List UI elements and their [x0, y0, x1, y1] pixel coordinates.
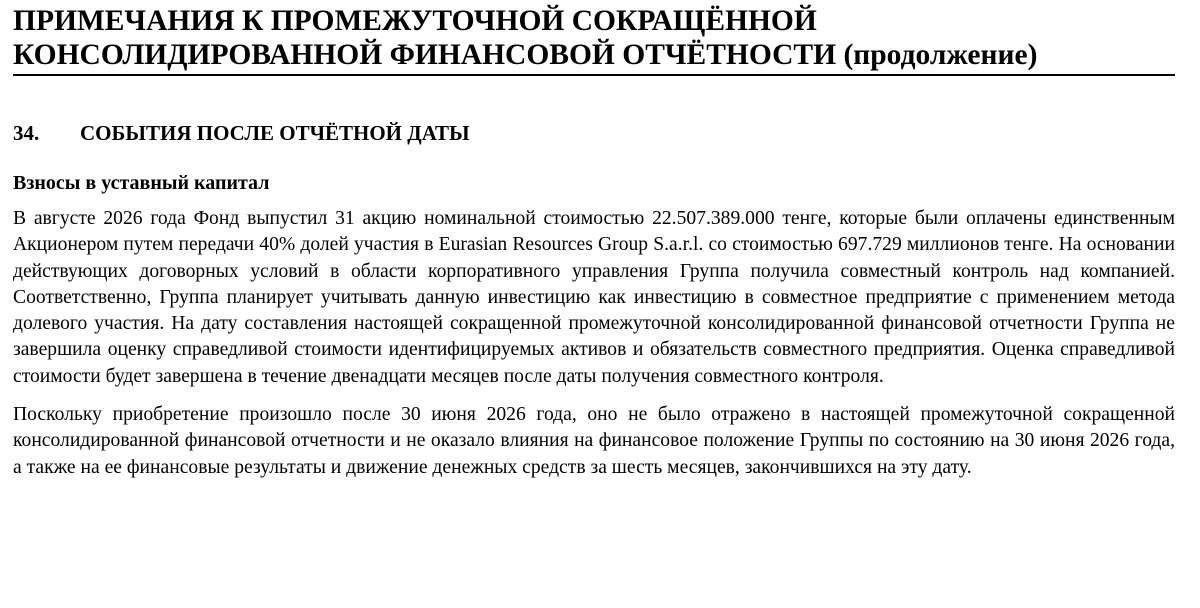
- section-title: СОБЫТИЯ ПОСЛЕ ОТЧЁТНОЙ ДАТЫ: [80, 121, 470, 145]
- header-continuation: (продолжение): [843, 39, 1038, 71]
- paragraph: В августе 2026 года Фонд выпустил 31 акцию номинальной стоимостью 22.507.389.000 тенге, которые были оплачены единственным Акционером путем передачи 40% долей участия в Eurasian Resources Group S.a.r.l. со стоимостью 697.729 миллионов тенге. На основании действующих договорных условий в области корпоративного управления Группа получила совместный контроль над компанией. Соответственно, Группа планирует учитывать данную инвестицию как инвестицию в совместное предприятие с применением метода долевого участия. На дату составления настоящей сокращенной промежуточной консолидированной финансовой отчетности Группа не завершила оценку справедливой стоимости идентифицируемых активов и обязательств совместного предприятия. Оценка справедливой стоимости будет завершена в течение двенадцати месяцев после даты получения совместного контроля.: [13, 208, 1175, 387]
- section-number: 34.: [13, 121, 40, 145]
- subsection-title: Взносы в уставный капитал: [13, 172, 270, 194]
- page-header: [13, 0, 1175, 76]
- document-page: [13, 0, 1175, 481]
- section-heading: [13, 120, 1175, 146]
- header-title: ПРИМЕЧАНИЯ К ПРОМЕЖУТОЧНОЙ СОКРАЩЁННОЙ КОНСОЛИДИРОВАННОЙ ФИНАНСОВОЙ ОТЧЁТНОСТИ: [13, 5, 837, 71]
- paragraph: Поскольку приобретение произошло после 30 июня 2026 года, оно не было отражено в настоящей промежуточной сокращенной консолидированной финансовой отчетности и не оказало влияния на финансовое положение Группы по состоянию на 30 июня 2026 года, а также на ее финансовые результаты и движение денежных средств за шесть месяцев, закончившихся на эту дату.: [13, 404, 1175, 478]
